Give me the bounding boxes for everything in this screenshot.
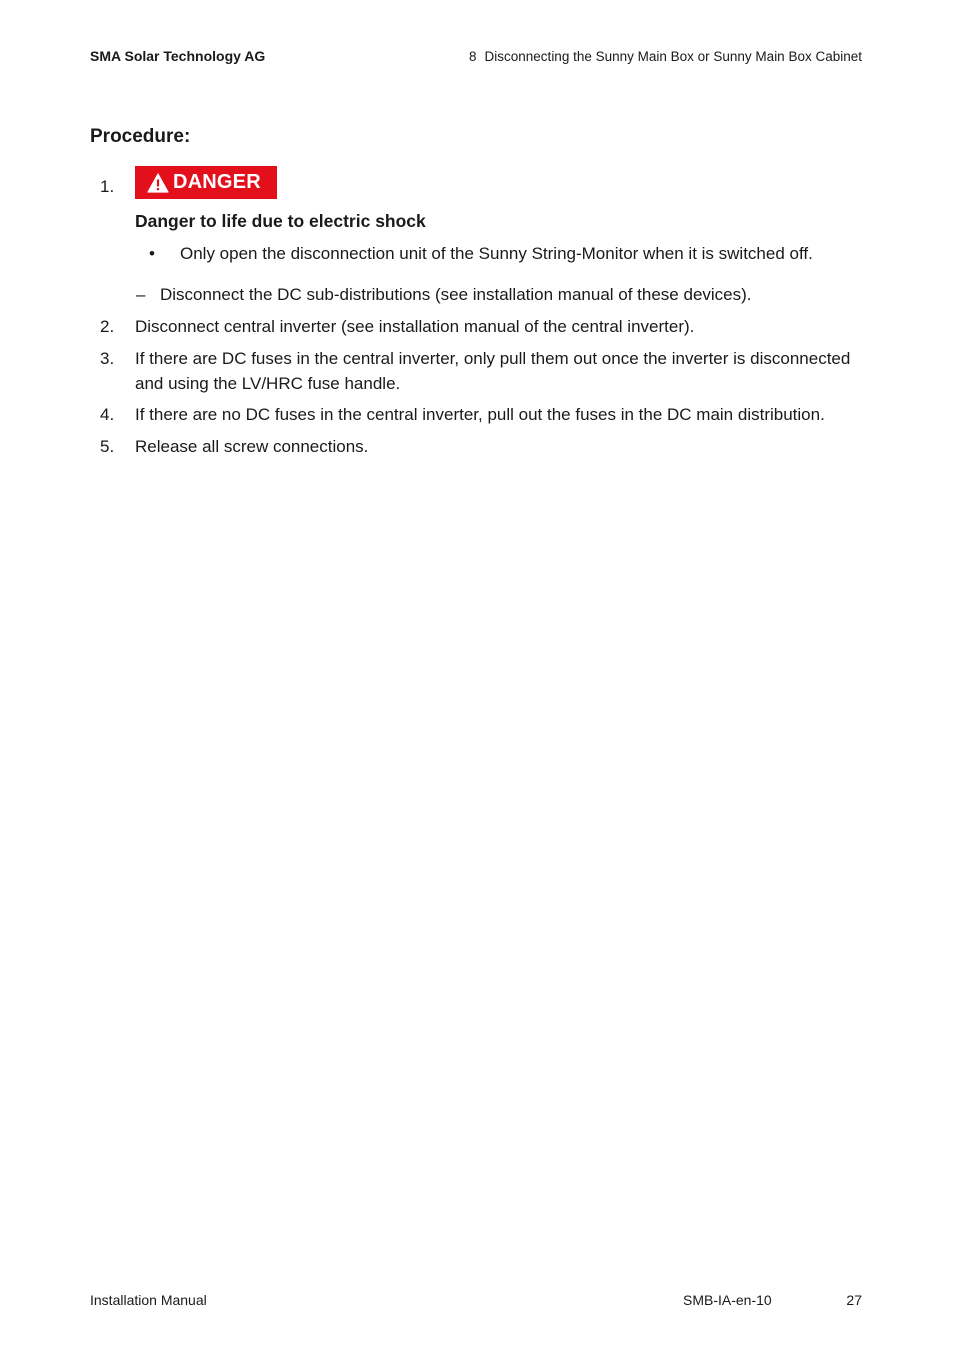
chapter-number: 8 [469, 49, 477, 64]
bullet-marker: • [149, 244, 155, 263]
dash-marker: – [136, 285, 146, 304]
sub-action-text: Disconnect the DC sub-distributions (see installation manual of these devices). [160, 285, 752, 304]
step-number: 3. [100, 349, 115, 368]
procedure-heading: Procedure: [90, 126, 191, 147]
step-text: If there are no DC fuses in the central inverter, pull out the fuses in the DC main distribution. [135, 405, 825, 424]
chapter-title: Disconnecting the Sunny Main Box or Sunny Main Box Cabinet [484, 49, 862, 64]
danger-label: DANGER [173, 171, 261, 193]
step-number: 1. [100, 177, 115, 196]
step-number: 4. [100, 405, 115, 424]
step-number: 5. [100, 437, 115, 456]
footer-page-number: 27 [846, 1292, 862, 1308]
header-chapter [469, 49, 862, 64]
step-text: Disconnect central inverter (see installation manual of the central inverter). [135, 317, 695, 336]
step-number: 2. [100, 317, 115, 336]
header-company: SMA Solar Technology AG [90, 48, 266, 64]
step-text: If there are DC fuses in the central inverter, only pull them out once the inverter is disconnected and using the LV/HRC fuse handle. [135, 349, 851, 393]
danger-bullet-text: Only open the disconnection unit of the Sunny String-Monitor when it is switched off. [180, 244, 813, 263]
danger-title: Danger to life due to electric shock [135, 211, 426, 231]
step-text: Release all screw connections. [135, 437, 369, 456]
footer-document-code: SMB-IA-en-10 [683, 1292, 772, 1308]
danger-badge [135, 166, 277, 199]
warning-triangle-icon [147, 173, 169, 193]
footer-document-type: Installation Manual [90, 1292, 207, 1308]
